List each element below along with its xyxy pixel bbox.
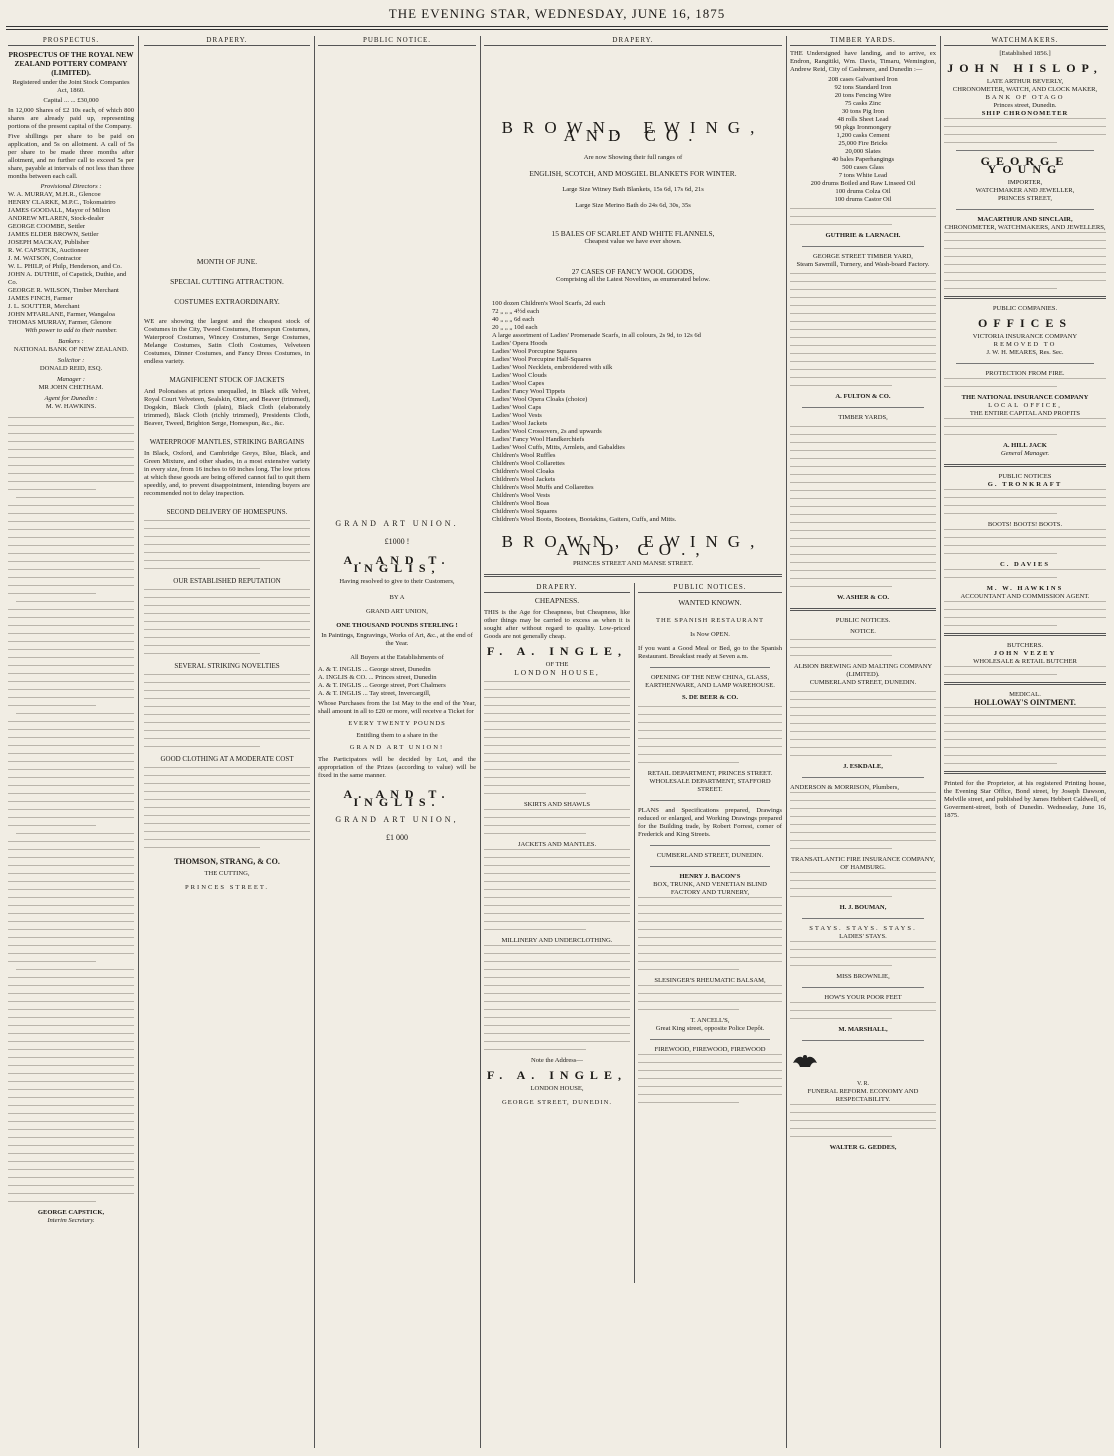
entitling-line: Entitling them to a share in the [356, 732, 438, 739]
text-block [944, 666, 1106, 675]
boots-heading: BOOTS! BOOTS! BOOTS. [987, 521, 1063, 528]
text-block [790, 792, 936, 849]
list-item: J. M. WATSON, Contractor [8, 255, 82, 262]
bouman-signature: H. J. BOUMAN, [839, 904, 887, 911]
brownlie-signature: MISS BROWNLIE, [836, 973, 890, 980]
column-heading: DRAPERY. [144, 36, 310, 46]
top-rule [6, 26, 1108, 27]
thousand-pounds: ONE THOUSAND POUNDS STERLING ! [336, 622, 458, 629]
purchases-paragraph: Whose Purchases from the 1st May to the end of the Year, shall amount in all to £20 or more, will receive a Ticket for [318, 700, 476, 715]
slesinger-heading: SLESINGER'S RHEUMATIC BALSAM, [654, 977, 766, 984]
list-item: 25,000 Fire Bricks [838, 140, 888, 147]
national-heading: THE NATIONAL INSURANCE COMPANY [961, 394, 1089, 401]
cheapness-heading: CHEAPNESS. [534, 596, 580, 605]
list-item: 75 casks Zinc [844, 100, 882, 107]
hill-jack-signature: A. HILL JACK [1003, 442, 1047, 449]
text-block [638, 897, 782, 970]
list-item: THOMAS MURRAY, Farmer, Glenore [8, 319, 112, 326]
showing-line: Are now Showing their full ranges of [583, 154, 683, 161]
transatlantic-heading: TRANSATLANTIC FIRE INSURANCE COMPANY, OF HAMBURG. [791, 856, 935, 871]
text-block [144, 589, 310, 654]
list-item: Ladies' Wool Porcupine Squares [492, 348, 578, 355]
anderson-heading: ANDERSON & MORRISON, Plumbers, [790, 784, 899, 791]
open-line: Is Now OPEN. [690, 631, 730, 638]
london-house: LONDON HOUSE, [514, 668, 600, 677]
column-public-notice [318, 36, 476, 1450]
timber-yard-subtitle: Steam Sawmill, Turnery, and Wash-board Factory. [796, 261, 930, 268]
text-block [944, 529, 1106, 554]
hislop-heading: JOHN HISLOP, [947, 61, 1103, 75]
text-block [484, 945, 630, 1050]
albion-address: CUMBERLAND STREET, DUNEDIN. [809, 679, 917, 686]
de-beer-heading: S. DE BEER & CO. [681, 694, 739, 701]
young-heading: GEORGE YOUNG [980, 154, 1070, 176]
column-drapery [144, 36, 310, 1450]
text-block [944, 707, 1106, 764]
list-item: Ladies' Fancy Wool Handkerchiefs [492, 436, 585, 443]
plans-paragraph: PLANS and Specifications prepared, Drawings reduced or enlarged, and Working Drawings prepared for the Building trade, by Robert Forrest, corner of Frederick and King Streets. [638, 807, 782, 838]
list-item: Ladies' Wool Crossovers, 2s and upwards [492, 428, 602, 435]
column-timber-yards [790, 36, 936, 1450]
directors-note: With power to add to their number. [24, 327, 118, 334]
list-item: Children's Wool Jackets [492, 476, 556, 483]
column-heading: PUBLIC NOTICES. [638, 583, 782, 593]
prospectus-title: PROSPECTUS OF THE ROYAL NEW ZEALAND POTTERY COMPANY (LIMITED). [8, 50, 134, 77]
list-item: A large assortment of Ladies' Promenade Scarfs, in all colours, 2s 9d, to 12s 6d [492, 332, 701, 339]
list-item: Ladies' Wool Jackets [492, 420, 548, 427]
column-heading: PUBLIC NOTICE. [318, 36, 476, 46]
blanket-price: Large Size Merino Bath do 24s 6d, 30s, 35s [575, 202, 691, 209]
goods-list [790, 76, 936, 204]
attraction-heading: SPECIAL CUTTING ATTRACTION. [170, 277, 284, 286]
ingle-heading: F. A. INGLE, [487, 644, 627, 658]
text-block [790, 691, 936, 756]
victoria-heading: VICTORIA INSURANCE COMPANY [972, 333, 1078, 340]
text-block [790, 1002, 936, 1019]
list-item: Children's Wool Muffs and Collarettes [492, 484, 594, 491]
spanish-heading: THE SPANISH RESTAURANT [655, 617, 765, 624]
cheapness-paragraph: THIS is the Age for Cheapness, but Cheapness, like other things may be carried to excess as when it is sought after without regard to quality. Low-priced Goods are not generally cheap. [484, 609, 630, 640]
text-block [144, 520, 310, 569]
establishment: A. & T. INGLIS ... George street, Dunedin [318, 666, 431, 673]
ladies-stays: LADIES' STAYS. [839, 933, 887, 940]
firm-address: PRINCES STREET. [184, 884, 270, 891]
holloway-heading: HOLLOWAY'S OINTMENT. [974, 698, 1076, 707]
vezey-heading: JOHN VEZEY [993, 650, 1057, 657]
list-item: Ladies' Wool Cuffs, Mitts, Armlets, and Gabaldies [492, 444, 625, 451]
bank-line: BANK OF OTAGO [985, 94, 1065, 101]
list-item: Ladies' Fancy Wool Tippets [492, 388, 566, 395]
meares-signature: J. W. H. MEARES, Res. Sec. [986, 349, 1064, 356]
column-divider [940, 36, 941, 1448]
text-block [638, 706, 782, 763]
list-item: Ladies' Wool Capes [492, 380, 545, 387]
grand-union-line: GRAND ART UNION! [349, 744, 445, 751]
public-companies-heading: PUBLIC COMPANIES. [992, 305, 1058, 312]
text-block [790, 208, 936, 225]
albion-heading: ALBION BREWING AND MALTING COMPANY (LIMITED). [793, 663, 933, 678]
solicitor-heading: Solicitor : [57, 357, 85, 364]
text-block [790, 639, 936, 656]
text-block [484, 681, 630, 794]
skirts-heading: SKIRTS AND SHAWLS [523, 801, 591, 808]
fulton-signature: A. FULTON & CO. [835, 393, 891, 400]
manager-name: MR JOHN CHETHAM. [38, 384, 104, 391]
timber-yard-heading: GEORGE STREET TIMBER YARD, [813, 253, 913, 260]
bacon-heading: HENRY J. BACON'S [679, 873, 741, 880]
firm-name: THOMSON, STRANG, & CO. [174, 857, 280, 866]
list-item: 40 bales Paperhangings [831, 156, 895, 163]
grand-union-line: GRAND ART UNION, [366, 608, 428, 615]
list-item: 20,000 Slates [845, 148, 881, 155]
medical-heading: MEDICAL. [1009, 691, 1041, 698]
list-item: JOSEPH MACKAY, Publisher [8, 239, 90, 246]
royal-crest-icon [790, 1051, 820, 1073]
list-item: 20 „ „ „ 10d each [492, 324, 538, 331]
column-divider [634, 583, 635, 1283]
by-line: BY A [389, 594, 405, 601]
inglis-heading: A. AND T. INGLIS. [343, 787, 451, 809]
notice-heading: NOTICE. [850, 628, 876, 635]
column-drapery-wide [484, 36, 782, 1450]
column-prospectus [8, 36, 134, 1450]
secretary-signature: GEORGE CAPSTICK, [37, 1209, 105, 1216]
column-heading: DRAPERY. [484, 36, 782, 46]
list-item: JOHN M'FARLANE, Farmer, Wangaloa [8, 311, 115, 318]
list-item: GEORGE COOMBE, Settler [8, 223, 86, 230]
asher-signature: W. ASHER & CO. [837, 594, 889, 601]
jackets-paragraph: And Polonaises at prices unequalled, in Black silk Velvet, Royal Court Velveteen, Sealskin, Otter, and Beaver (trimmed), Dogskin, Black Cloth (plain), Black Cloth (elaborately trimmed), Black Cloth (richly trimmed), Presidents Cloth, Beaver, Tweed, Brighton Serge, Homespun, &c., &c. [144, 388, 310, 427]
flannels-subtitle: Cheapest value we have ever shown. [584, 238, 682, 245]
text-block [8, 417, 134, 1202]
text-block [790, 1104, 936, 1137]
list-item: 100 dozen Children's Wool Scarfs, 2d each [492, 300, 606, 307]
wool-item-list [484, 300, 782, 524]
establishment: A. INGLIS & CO. ... Princes street, Dunedin [318, 674, 437, 681]
of-the-line: OF THE [545, 661, 569, 668]
bankers-name: NATIONAL BANK OF NEW ZEALAND. [13, 346, 129, 353]
costumes-heading: COSTUMES EXTRAORDINARY. [174, 297, 280, 306]
establishment: A. & T. INGLIS ... George street, Port Chalmers [318, 682, 446, 689]
text-block [944, 601, 1106, 626]
text-block [144, 767, 310, 848]
marshall-signature: M. MARSHALL, [838, 1026, 888, 1033]
local-office: LOCAL OFFICE, [988, 402, 1062, 409]
text-block [638, 1054, 782, 1103]
list-item: 20 tons Fencing Wire [834, 92, 892, 99]
young-address: PRINCES STREET, [997, 195, 1053, 202]
text-block [484, 849, 630, 930]
column-heading: TIMBER YARDS. [790, 36, 936, 46]
offices-heading: OFFICES [977, 316, 1072, 330]
every-twenty-pounds: EVERY TWENTY POUNDS [348, 720, 446, 727]
list-item: Ladies' Opera Hoods [492, 340, 548, 347]
capital-line: Capital ... ... £30,000 [43, 97, 99, 104]
millinery-heading: MILLINERY AND UNDERCLOTHING. [501, 937, 613, 944]
establishment: A. & T. INGLIS ... Tay street, Invercargill, [318, 690, 431, 697]
brown-ewing-heading: BROWN, EWING, AND CO., [501, 532, 765, 559]
guthrie-signature: GUTHRIE & LARNACH. [825, 232, 901, 239]
wool-heading: 27 CASES OF FANCY WOOL GOODS, [571, 267, 695, 276]
text-block [944, 378, 1106, 387]
list-item: 208 cases Galvanised Iron [828, 76, 898, 83]
china-heading: OPENING OF THE NEW CHINA, GLASS, EARTHENWARE, AND LAMP WAREHOUSE. [645, 674, 775, 689]
list-item: 7 tons White Lead [838, 172, 888, 179]
column-heading: PROSPECTUS. [8, 36, 134, 46]
list-item: 90 pkgs Ironmongery [834, 124, 892, 131]
davies-heading: C. DAVIES [999, 561, 1051, 568]
list-item: Children's Wool Collarettes [492, 460, 565, 467]
list-item: 200 drums Boiled and Raw Linseed Oil [810, 180, 916, 187]
masthead: THE EVENING STAR, WEDNESDAY, JUNE 16, 1875 [388, 6, 726, 21]
hawkins-heading: M. W. HAWKINS [986, 585, 1064, 592]
importer-line: IMPORTER, [1007, 179, 1043, 186]
inglis-paragraph: Having resolved to give to their Customers, [339, 578, 455, 585]
text-block [944, 489, 1106, 514]
imprint: Printed for the Proprietor, at his registered Printing house, the Evening Star Office, Bond street, by Joseph Dawson, Melville street, and published by James Hebbert Caldwell, of Goverment-street, both of Dunedin. Wednesday, June 16, 1875. [944, 780, 1106, 819]
prize-amount: £1 000 [386, 833, 408, 842]
eskdale-signature: J. ESKDALE, [843, 763, 883, 770]
list-item: HENRY CLARKE, M.P.C., Tokomairiro [8, 199, 116, 206]
general-manager: General Manager. [1000, 450, 1050, 457]
subcolumn-public-notices [638, 583, 782, 1110]
protection-heading: PROTECTION FROM FIRE. [985, 370, 1065, 377]
text-block [944, 418, 1106, 435]
inglis-heading: A. AND T. INGLIS, [343, 553, 451, 575]
column-watchmakers [944, 36, 1106, 1450]
list-item: Children's Wool Squares [492, 508, 558, 515]
geddes-signature: WALTER G. GEDDES, [829, 1144, 897, 1151]
novelties-heading: SEVERAL STRIKING NOVELTIES [174, 662, 280, 670]
arrived-paragraph: THE Undersigned have landing, and to arrive, ex Endron, Rangitiki, Wm. Davis, Timaru, Wemington, Andrew Reid, City of Cashmere, and Dunedin :— [790, 50, 936, 73]
text-block [790, 872, 936, 897]
macarthur-heading: MACARTHUR AND SINCLAIR, [977, 216, 1073, 223]
ship-chronometer: SHIP CHRONOMETER [981, 110, 1069, 117]
agent-name: M. W. HAWKINS. [45, 403, 97, 410]
list-item: 500 cases Glass [842, 164, 884, 171]
works-line: In Paintings, Engravings, Works of Art, &c., at the end of the Year. [321, 632, 473, 647]
column-divider [138, 36, 139, 1448]
list-item: ANDREW M'LAREN, Stock-dealer [8, 215, 105, 222]
registered-line: Registered under the Joint Stock Companies Act, 1860. [12, 79, 130, 94]
blankets-heading: ENGLISH, SCOTCH, AND MOSGIEL BLANKETS FOR WINTER. [529, 169, 737, 178]
list-item: 1,200 casks Cement [836, 132, 890, 139]
jackets-heading: JACKETS AND MANTLES. [517, 841, 597, 848]
shares-paragraph: In 12,000 Shares of £2 10s each, of which 800 shares are already paid up, representing portions of the present capital of the Company. [8, 107, 134, 130]
list-item: J. L. SOUTTER, Merchant [8, 303, 80, 310]
mantles-paragraph: In Black, Oxford, and Cambridge Greys, Blue, Black, and Green Mixture, and other shades, in a most extensive variety in every size, from 16 inches to 60 inches long. The low prices at which these goods are being offered cannot fail to quit them speedily, and, to prevent disappointment, intending buyers are recommended not to delay inspection. [144, 450, 310, 497]
list-item: Children's Wool Cloaks [492, 468, 555, 475]
list-item: 92 tons Standard Iron [834, 84, 892, 91]
list-item: W. L. PHILP, of Philp, Henderson, and Co. [8, 263, 122, 270]
list-item: 100 drums Castor Oil [834, 196, 892, 203]
london-house: LONDON HOUSE, [530, 1085, 584, 1092]
list-item: 30 tons Pig Iron [841, 108, 885, 115]
funeral-heading: FUNERAL REFORM. ECONOMY AND RESPECTABILITY. [807, 1088, 919, 1103]
late-line: LATE ARTHUR BEVERLY, [986, 78, 1064, 85]
address-note: Note the Address— [530, 1057, 583, 1064]
established-line: [Established 1856.] [999, 50, 1051, 57]
list-item: W. A. MURRAY, M.H.R., Glencoe [8, 191, 101, 198]
costumes-paragraph: WE are showing the largest and the cheapest stock of Costumes in the City, Tweed Costumes, Homespun Costumes, Waterproof Costumes, Wincey Costumes, Serge Costumes, Melange Costumes, Satin Cloth Costumes, Velveteen Costumes, Dinner Costumes, and Fancy Dress Costumes, in endless variety. [144, 318, 310, 365]
blanket-price: Large Size Witney Bath Blankets, 15s 6d, 17s 6d, 21s [562, 186, 704, 193]
timber-yards-heading: TIMBER YARDS, [838, 414, 888, 421]
list-item: JAMES FINCH, Farmer [8, 295, 73, 302]
removed-line: REMOVED TO [993, 341, 1057, 348]
brown-ewing-heading: BROWN, EWING, AND CO. [501, 118, 765, 145]
list-item: JOHN A. DUTHIE, of Capstick, Duthie, and Co. [8, 271, 127, 286]
mantles-heading: WATERPROOF MANTLES, STRIKING BARGAINS [149, 438, 305, 446]
list-item: Ladies' Wool Porcupine Half-Squares [492, 356, 592, 363]
directors-heading: Provisional Directors : [40, 183, 102, 190]
list-item: Ladies' Wool Necklets, embroidered with silk [492, 364, 613, 371]
directors-list [8, 191, 134, 327]
jackets-heading: MAGNIFICENT STOCK OF JACKETS [169, 376, 285, 384]
list-item: Children's Wool Ruffles [492, 452, 556, 459]
bankers-heading: Bankers : [58, 338, 84, 345]
column-divider [480, 36, 481, 1448]
text-block [944, 232, 1106, 289]
butchers-heading: BUTCHERS. [1006, 642, 1044, 649]
list-item: Children's Wool Vests [492, 492, 550, 499]
ingle-address: GEORGE STREET, DUNEDIN. [501, 1099, 613, 1106]
secretary-role: Interim Secretary. [47, 1217, 95, 1224]
payment-paragraph: Five shillings per share to be paid on application, and 5s on allotment. A call of 5s per share to be made three months after allotment, and no further call to exceed 5s per share, payable at intervals of not less than three months between each call. [8, 133, 134, 180]
column-heading: DRAPERY. [484, 583, 630, 593]
list-item: Children's Wool Boots, Bootees, Bootakins, Gaiters, Cuffs, and Mitts. [492, 516, 677, 523]
column-divider [786, 36, 787, 1448]
feet-heading: HOW'S YOUR POOR FEET [824, 994, 902, 1001]
wholesale-line: WHOLESALE & RETAIL BUTCHER [973, 658, 1077, 665]
vr-mark: V. R. [856, 1081, 870, 1087]
public-notices-heading: PUBLIC NOTICES. [835, 617, 891, 624]
list-item: 72 „ „ „ 4½d each [492, 308, 540, 315]
text-block [144, 674, 310, 747]
watchmaker-line: WATCHMAKER AND JEWELLER, [975, 187, 1075, 194]
princes-line: Princes street, Dunedin. [993, 102, 1057, 109]
text-block [790, 941, 936, 966]
reputation-heading: OUR ESTABLISHED REPUTATION [173, 577, 281, 585]
meal-paragraph: If you want a Good Meal or Bed, go to the Spanish Restaurant. Breakfast ready at Seven a.m. [638, 645, 782, 660]
flannels-heading: 15 BALES OF SCARLET AND WHITE FLANNELS, [551, 229, 715, 238]
list-item: Ladies' Wool Clouds [492, 372, 547, 379]
ancell-heading: T. ANCELL'S, [690, 1017, 730, 1024]
chronometer-line: CHRONOMETER, WATCH, AND CLOCK MAKER, [952, 86, 1098, 93]
ancell-address: Great King street, opposite Police Depôt. [655, 1025, 765, 1032]
macarthur-subtitle: CHRONOMETER, WATCHMAKERS, AND JEWELLERS, [944, 224, 1106, 231]
month-heading: MONTH OF JUNE. [196, 257, 258, 266]
text-block [484, 809, 630, 834]
profits-line: THE ENTIRE CAPITAL AND PROFITS [969, 410, 1081, 417]
wool-subtitle: Comprising all the Latest Novelties, as enumerated below. [556, 276, 710, 283]
list-item: JAMES ELDER BROWN, Settler [8, 231, 99, 238]
list-item: 48 rolls Sheet Lead [837, 116, 889, 123]
list-item: R. W. CAPSTICK, Auctioneer [8, 247, 89, 254]
column-heading: WATCHMAKERS. [944, 36, 1106, 46]
clothing-heading: GOOD CLOTHING AT A MODERATE COST [160, 755, 294, 763]
solicitor-name: DONALD REID, ESQ. [39, 365, 103, 372]
buyers-line: All Buyers at the Establishments of [350, 654, 444, 661]
list-item: GEORGE R. WILSON, Timber Merchant [8, 287, 119, 294]
manager-heading: Manager : [56, 376, 86, 383]
list-item: 100 drums Colza Oil [835, 188, 891, 195]
ingle-heading: F. A. INGLE, [487, 1068, 627, 1082]
brown-ewing-address: PRINCES STREET AND MANSE STREET. [572, 560, 694, 567]
accountant-line: ACCOUNTANT AND COMMISSION AGENT. [960, 593, 1090, 600]
participators-paragraph: The Participators will be decided by Lot, and the appropriation of the Prizes (according to value) will be fixed in the same manner. [318, 756, 476, 779]
text-block [638, 985, 782, 1010]
text-block [790, 273, 936, 386]
wanted-heading: WANTED KNOWN. [678, 598, 742, 607]
list-item: Children's Wool Boas [492, 500, 550, 507]
public-notices-heading: PUBLIC NOTICES [998, 473, 1052, 480]
list-item: 40 „ „ „ 6d each [492, 316, 535, 323]
firewood-heading: FIREWOOD, FIREWOOD, FIREWOOD [654, 1046, 766, 1053]
text-block [790, 426, 936, 587]
stays-heading: STAYS. STAYS. STAYS. [809, 925, 917, 932]
text-block [944, 569, 1106, 578]
text-block [944, 118, 1106, 143]
retail-line: RETAIL DEPARTMENT, PRINCES STREET. WHOLESALE DEPARTMENT, STAFFORD STREET. [647, 770, 773, 793]
homespuns-heading: SECOND DELIVERY OF HOMESPUNS. [166, 508, 288, 516]
column-divider [314, 36, 315, 1448]
agent-heading: Agent for Dunedin : [44, 395, 98, 402]
firm-subtitle: THE CUTTING, [204, 870, 250, 877]
prize-amount: £1000 ! [384, 537, 410, 546]
art-union-heading: GRAND ART UNION. [335, 519, 459, 528]
bacon-subtitle: BOX, TRUNK, AND VENETIAN BLIND FACTORY AND TURNERY, [653, 881, 767, 896]
tronkraft-heading: G. TRONKRAFT [987, 481, 1063, 488]
list-item: Ladies' Wool Vests [492, 412, 542, 419]
art-union-heading: GRAND ART UNION, [335, 815, 459, 824]
list-item: Ladies' Wool Opera Cloaks (choice) [492, 396, 588, 403]
cumberland-line: CUMBERLAND STREET, DUNEDIN. [656, 852, 764, 859]
list-item: Ladies' Wool Caps [492, 404, 542, 411]
top-rule-double [6, 29, 1108, 30]
list-item: JAMES GOODALL, Mayor of Milton [8, 207, 111, 214]
subcolumn-drapery [484, 583, 630, 1107]
